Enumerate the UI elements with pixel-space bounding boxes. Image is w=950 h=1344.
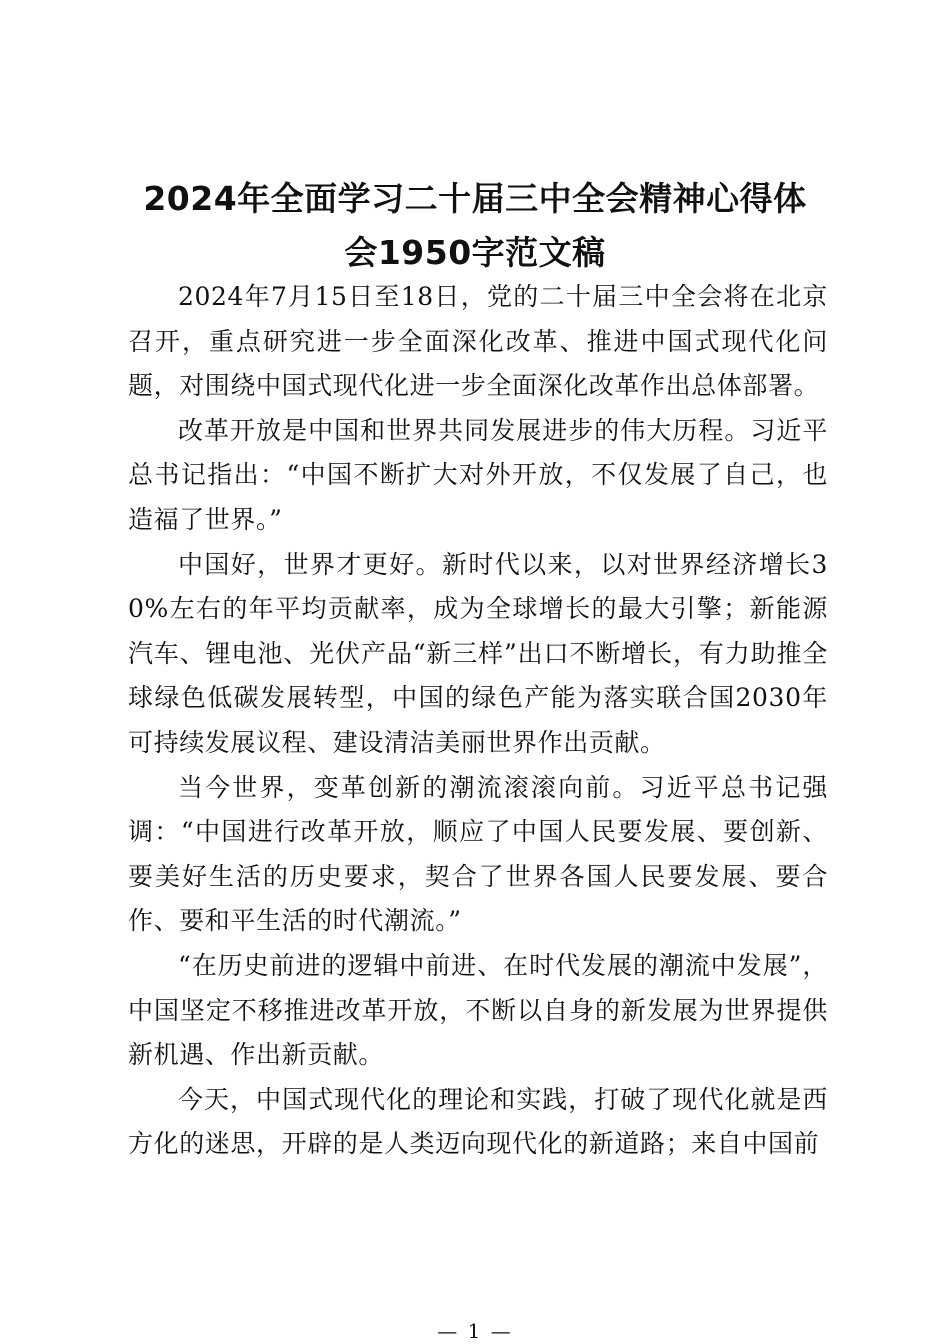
paragraph-1: 2024年7月15日至18日，党的二十届三中全会将在北京召开，重点研究进一步全面深化改革、推进中国式现代化问题，对围绕中国式现代化进一步全面深化改革作出总体部署。 bbox=[128, 282, 828, 401]
paragraph-5: “在历史前进的逻辑中前进、在时代发展的潮流中发展”，中国坚定不移推进改革开放，不断以自身的新发展为世界提供新机遇、作出新贡献。 bbox=[128, 950, 828, 1070]
paragraph-3: 中国好，世界才更好。新时代以来，以对世界经济增长30%左右的年平均贡献率，成为全球增长的最大引擎；新能源汽车、锂电池、光伏产品“新三样”出口不断增长，有力助推全球绿色低碳发展转型，中国的绿色产能为落实联合国2030年可持续发展议程、建设清洁美丽世界作出贡献。 bbox=[128, 549, 828, 757]
paragraph-6: 今天，中国式现代化的理论和实践，打破了现代化就是西方化的迷思，开辟的是人类迈向现代化的新道路；来自中国前 bbox=[128, 1084, 828, 1159]
paragraph-4: 当今世界，变革创新的潮流滚滚向前。习近平总书记强调：“中国进行改革开放，顺应了中国人民要发展、要创新、要美好生活的历史要求，契合了世界各国人民要发展、要合作、要和平生活的时代潮流。” bbox=[128, 772, 828, 936]
paragraph-2: 改革开放是中国和世界共同发展进步的伟大历程。习近平总书记指出：“中国不断扩大对外开放，不仅发展了自己，也造福了世界。” bbox=[128, 415, 828, 534]
title-line-2: 会1950字范文稿 bbox=[344, 233, 606, 272]
document-body bbox=[128, 275, 828, 1167]
page-number: — 1 — bbox=[437, 1319, 513, 1343]
title-line-1: 2024年全面学习二十届三中全会精神心得体 bbox=[143, 179, 807, 218]
document-title bbox=[128, 172, 822, 280]
